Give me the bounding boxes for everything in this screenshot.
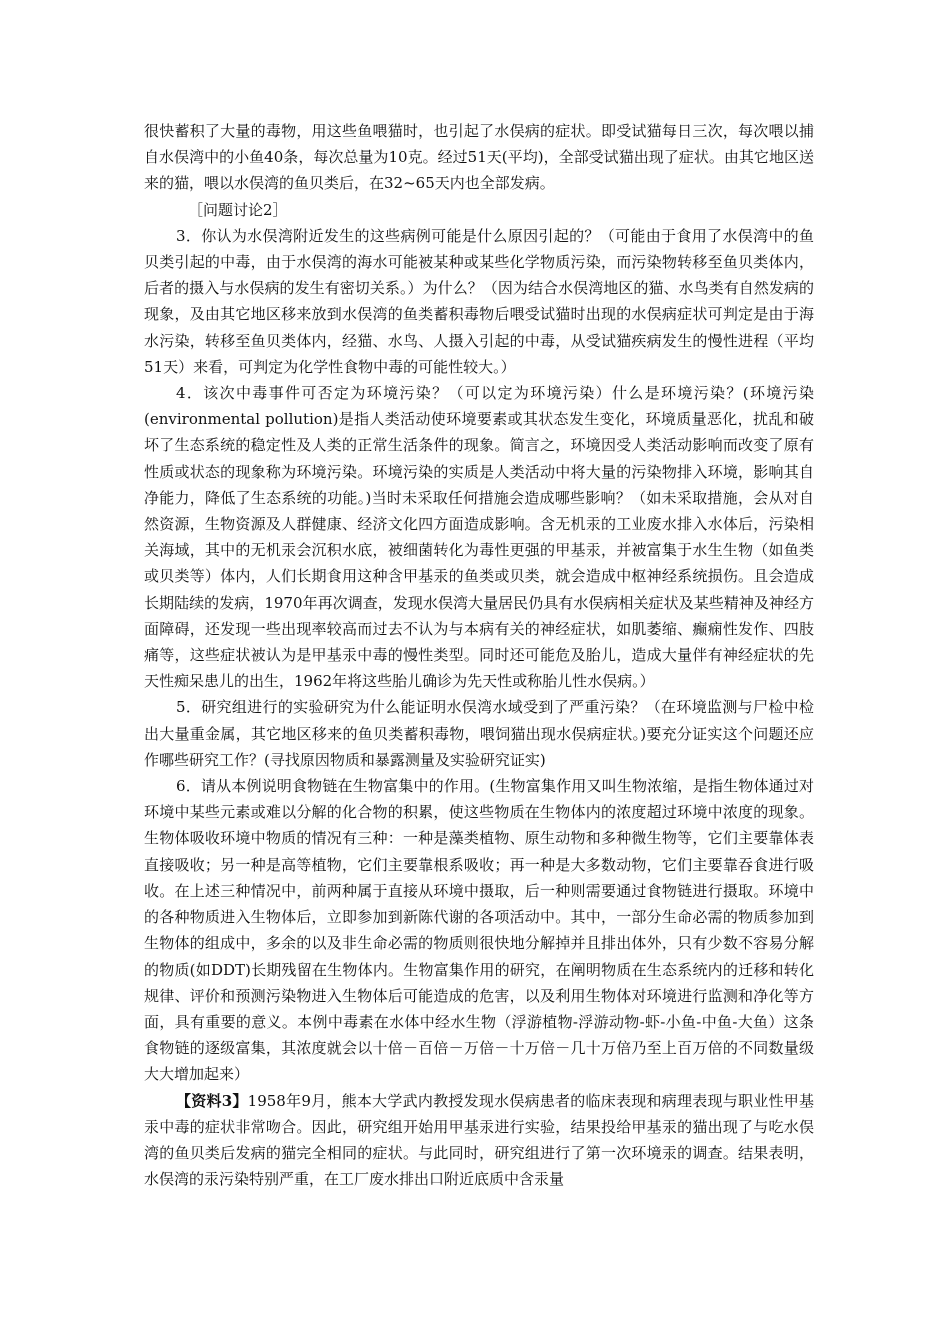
question-5: 5．研究组进行的实验研究为什么能证明水俣湾水域受到了严重污染？（在环境监测与尸检中检出大量重金属，其它地区移来的鱼贝类蓄积毒物，喂饲猫出现水俣病症状。)要充分证实这个问题还应作哪些研究工作？(寻找原因物质和暴露测量及实验研究证实) [144, 698, 814, 769]
paragraph-intro: 很快蓄积了大量的毒物，用这些鱼喂猫时，也引起了水俣病的症状。即受试猫每日三次，每次喂以捕自水俣湾中的小鱼40条，每次总量为10克。经过51天(平均)，全部受试猫出现了症状。由其它地区送来的猫，喂以水俣湾的鱼贝类后，在32~65天内也全部发病。 [144, 122, 814, 193]
resource-3-label: 【资料3】 [176, 1091, 248, 1110]
document-page [144, 118, 814, 1192]
question-4: 4．该次中毒事件可否定为环境污染？（可以定为环境污染）什么是环境污染？(环境污染(environmental pollution)是指人类活动使环境要素或其状态发生变化，环境质量恶化，扰乱和破坏了生态系统的稳定性及人类的正常生活条件的现象。简言之，环境因受人类活动影响而改变了原有性质或状态的现象称为环境污染。环境污染的实质是人类活动中将大量的污染物排入环境，影响其自净能力，降低了生态系统的功能。)当时未采取任何措施会造成哪些影响？（如未采取措施，会从对自然资源，生物资源及人群健康、经济文化四方面造成影响。含无机汞的工业废水排入水体后，污染相关海域，其中的无机汞会沉积水底，被细菌转化为毒性更强的甲基汞，并被富集于水生生物（如鱼类或贝类等）体内，人们长期食用这种含甲基汞的鱼类或贝类，就会造成中枢神经系统损伤。且会造成长期陆续的发病，1970年再次调查，发现水俣湾大量居民仍具有水俣病相关症状及某些精神及神经方面障碍，还发现一些出现率较高而过去不认为与本病有关的神经症状，如肌萎缩、癫痫性发作、四肢痛等，这些症状被认为是甲基汞中毒的慢性类型。同时还可能危及胎儿，造成大量伴有神经症状的先天性痴呆患儿的出生，1962年将这些胎儿确诊为先天性或称胎儿性水俣病。） [144, 384, 814, 691]
question-6: 6．请从本例说明食物链在生物富集中的作用。(生物富集作用又叫生物浓缩，是指生物体通过对环境中某些元素或难以分解的化合物的积累，使这些物质在生物体内的浓度超过环境中浓度的现象。生物体吸收环境中物质的情况有三种：一种是藻类植物、原生动物和多种微生物等，它们主要靠体表直接吸收；另一种是高等植物，它们主要靠根系吸收；再一种是大多数动物，它们主要靠吞食进行吸收。在上述三种情况中，前两种属于直接从环境中摄取，后一种则需要通过食物链进行摄取。环境中的各种物质进入生物体后，立即参加到新陈代谢的各项活动中。其中，一部分生命必需的物质参加到生物体的组成中，多余的以及非生命必需的物质则很快地分解掉并且排出体外，只有少数不容易分解的物质(如DDT)长期残留在生物体内。生物富集作用的研究，在阐明物质在生态系统内的迁移和转化规律、评价和预测污染物进入生物体后可能造成的危害，以及利用生物体对环境进行监测和净化等方面，具有重要的意义。本例中毒素在水体中经水生物（浮游植物-浮游动物-虾-小鱼-中鱼-大鱼）这条食物链的逐级富集，其浓度就会以十倍－百倍－万倍－十万倍－几十万倍乃至上百万倍的不同数量级大大增加起来） [144, 777, 814, 1084]
resource-3-text: 1958年9月，熊本大学武内教授发现水俣病患者的临床表现和病理表现与职业性甲基汞中毒的症状非常吻合。因此，研究组开始用甲基汞进行实验，结果投给甲基汞的猫出现了与吃水俣湾的鱼贝类后发病的猫完全相同的症状。与此同时，研究组进行了第一次环境汞的调查。结果表明，水俣湾的汞污染特别严重，在工厂废水排出口附近底质中含汞量 [144, 1091, 814, 1189]
resource-3-paragraph [144, 1088, 814, 1193]
question-3: 3．你认为水俣湾附近发生的这些病例可能是什么原因引起的？（可能由于食用了水俣湾中的鱼贝类引起的中毒，由于水俣湾的海水可能被某种或某些化学物质污染，而污染物转移至鱼贝类体内，后者的摄入与水俣病的发生有密切关系。）为什么？（因为结合水俣湾地区的猫、水鸟类有自然发病的现象，及由其它地区移来放到水俣湾的鱼类蓄积毒物后喂受试猫时出现的水俣病症状可判定是由于海水污染，转移至鱼贝类体内，经猫、水鸟、人摄入引起的中毒，从受试猫疾病发生的慢性进程（平均51天）来看，可判定为化学性食物中毒的可能性较大。） [144, 226, 814, 376]
discussion-heading: ［问题讨论2］ [188, 200, 288, 219]
